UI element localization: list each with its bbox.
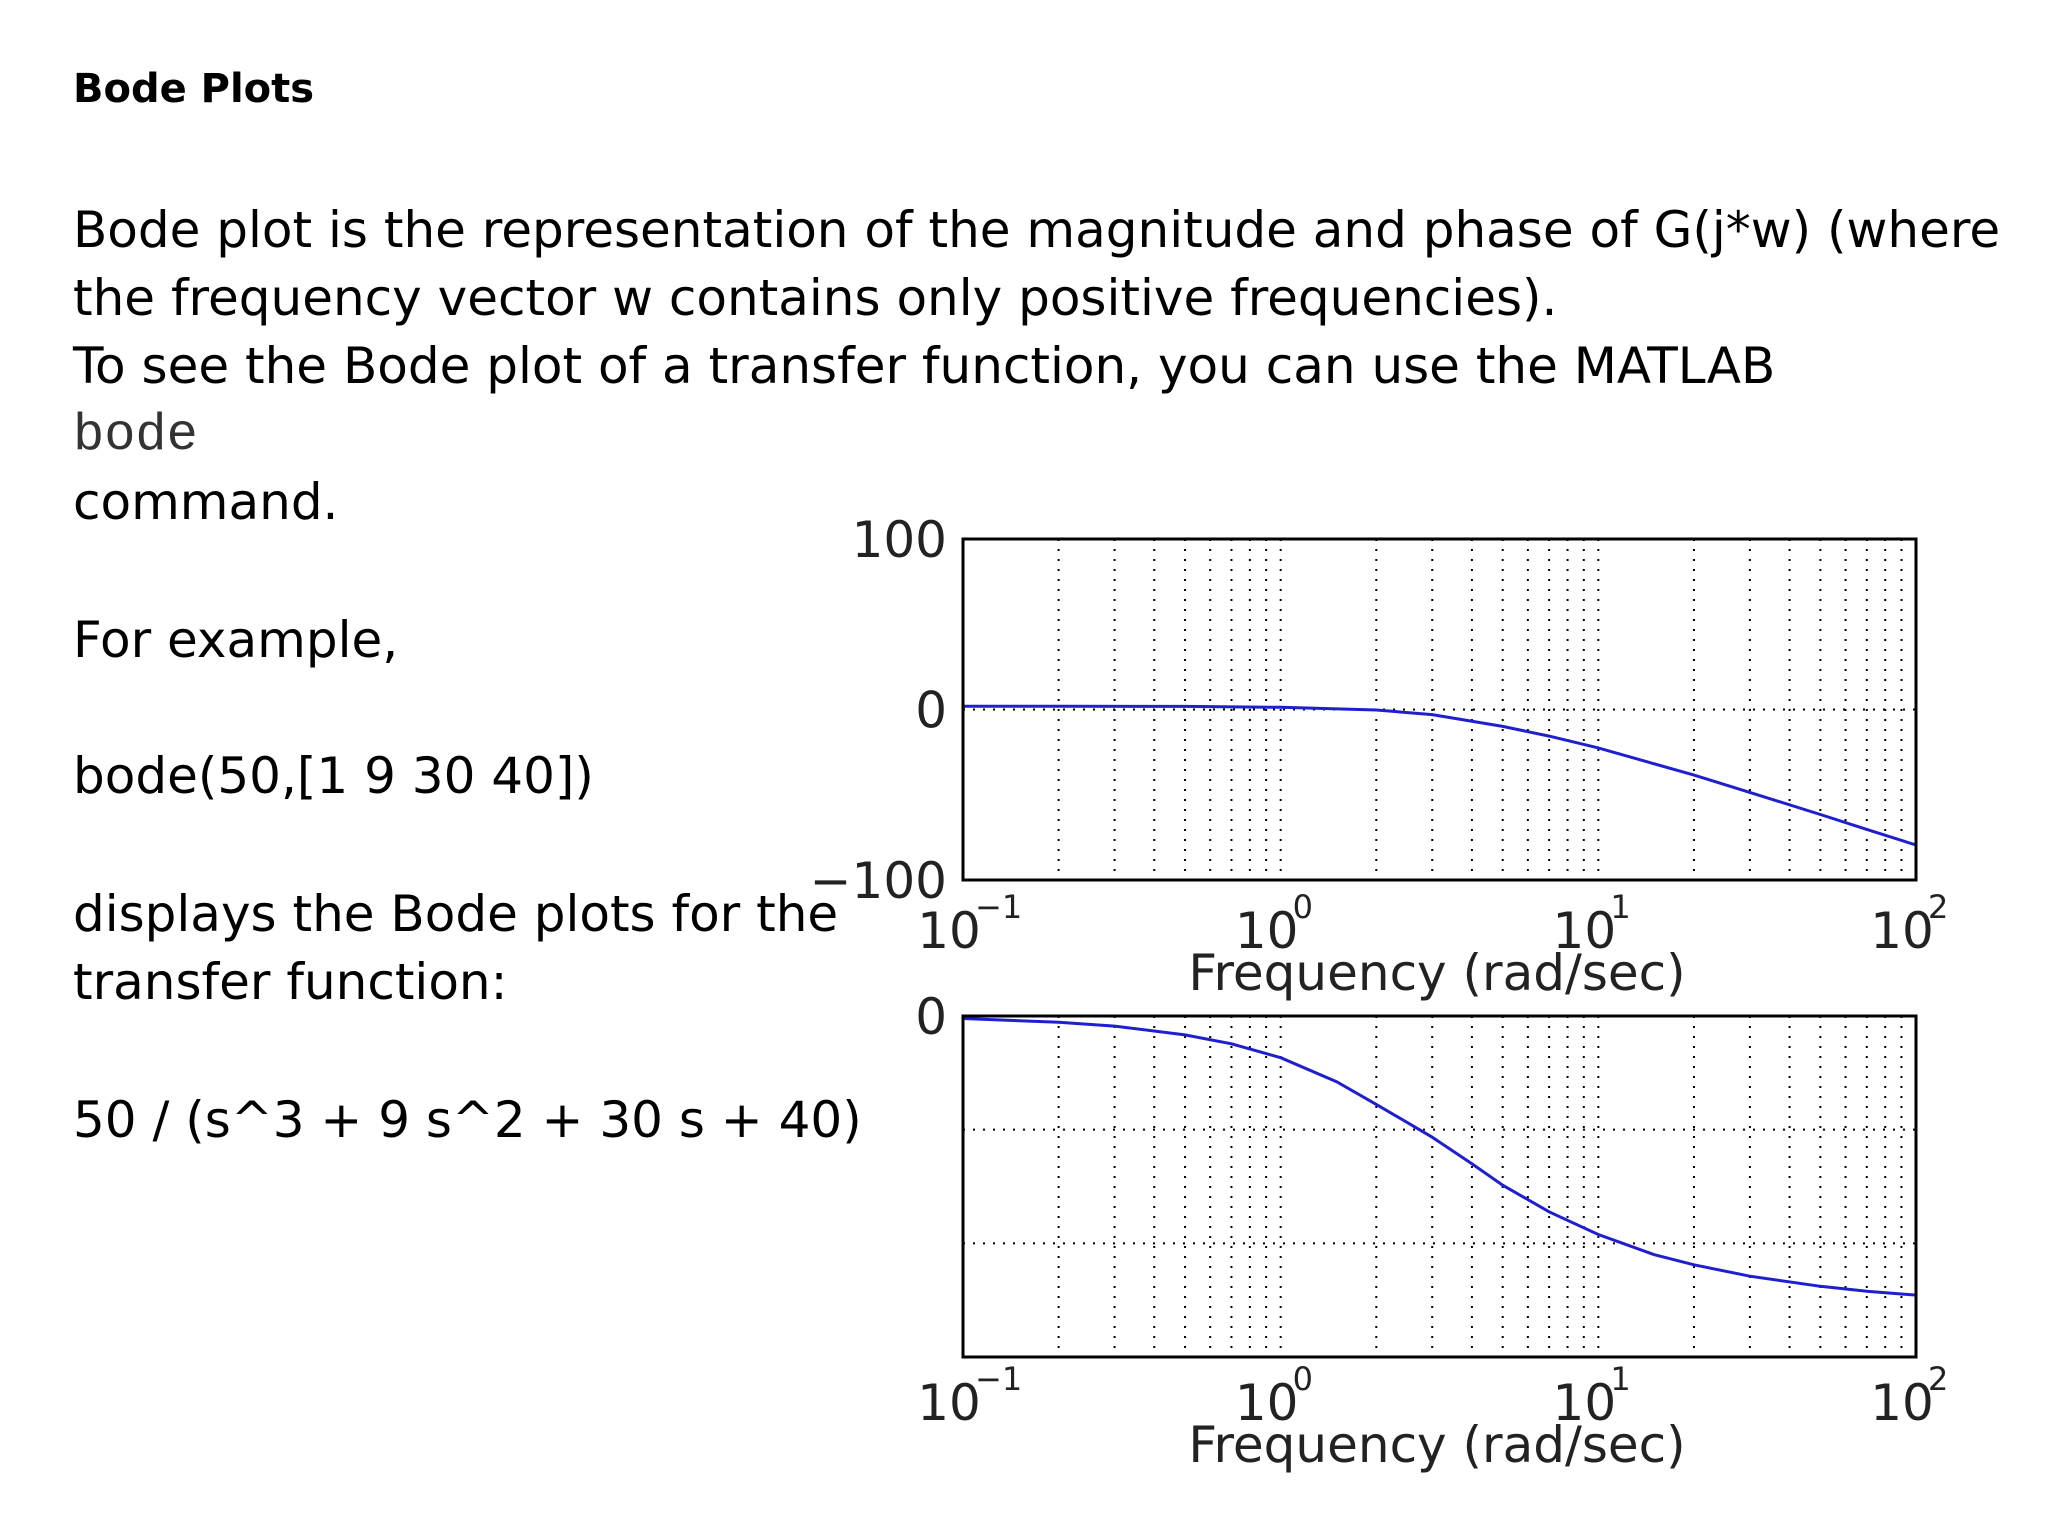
- x-tick-label: 10: [917, 902, 981, 960]
- x-tick-exponent: 1: [1610, 1360, 1631, 1398]
- x-tick-label: 10: [1870, 1374, 1934, 1432]
- x-tick-label: 10: [1234, 1374, 1299, 1432]
- paragraph-line-1: Bode plot is the representation of the magnitude and phase of G(j*w) (where: [73, 201, 2001, 259]
- y-tick-label: 0: [915, 681, 947, 740]
- series-line: [963, 1019, 1916, 1296]
- x-tick-label: 10: [1234, 902, 1299, 960]
- y-tick-label: 0: [915, 988, 947, 1046]
- x-tick-exponent: 0: [1292, 888, 1314, 926]
- bode-chart-magnitude: [810, 511, 1949, 1002]
- paragraph-line-3: To see the Bode plot of a transfer function, you can use the MATLAB: [73, 337, 1776, 395]
- code-word-bode: bode: [73, 406, 198, 465]
- x-tick-exponent: −1: [975, 1360, 1023, 1398]
- x-tick-exponent: 2: [1928, 888, 1949, 926]
- x-axis-label: Frequency (rad/sec): [1188, 944, 1686, 1002]
- plot-frame: [963, 1016, 1916, 1357]
- x-tick-label: 10: [1552, 902, 1617, 960]
- x-tick-label: 10: [1870, 902, 1934, 960]
- paragraph-line-2: the frequency vector w contains only positive frequencies).: [73, 269, 1558, 327]
- series-line: [963, 706, 1916, 845]
- slide-title: Bode Plots: [73, 66, 315, 112]
- transfer-function: 50 / (s^3 + 9 s^2 + 30 s + 40): [73, 1091, 862, 1149]
- y-tick-label: −100: [809, 852, 947, 910]
- example-code: bode(50,[1 9 30 40]): [73, 747, 594, 805]
- x-tick-label: 10: [917, 1374, 981, 1432]
- displays-line-1: displays the Bode plots for the: [73, 885, 839, 943]
- command-word: command.: [73, 473, 339, 531]
- x-tick-exponent: 2: [1928, 1360, 1949, 1398]
- x-tick-exponent: 0: [1292, 1360, 1314, 1398]
- bode-chart-phase: [915, 988, 1948, 1474]
- x-tick-exponent: −1: [975, 888, 1023, 926]
- x-tick-exponent: 1: [1610, 888, 1631, 926]
- example-intro: For example,: [73, 611, 399, 669]
- y-tick-label: 100: [851, 511, 947, 569]
- x-tick-label: 10: [1552, 1374, 1617, 1432]
- displays-line-2: transfer function:: [73, 953, 508, 1011]
- x-axis-label: Frequency (rad/sec): [1188, 1416, 1686, 1474]
